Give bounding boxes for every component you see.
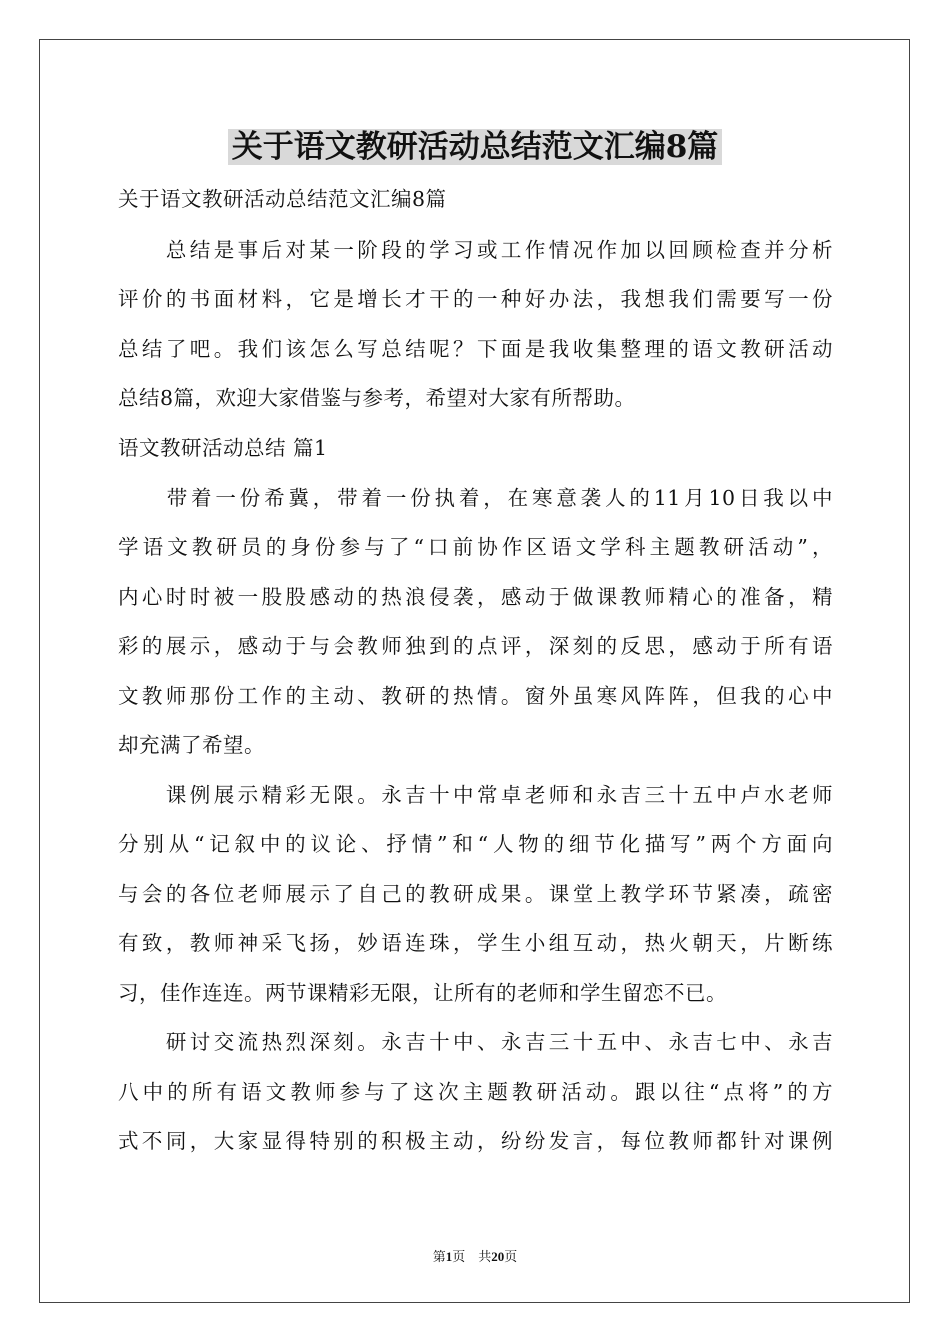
paragraph-line: 内心时时被一股股感动的热浪侵袭，感动于做课教师精心的准备，精	[118, 585, 833, 609]
page-current: 1	[445, 1249, 453, 1264]
paragraph-line: 八中的所有语文教师参与了这次主题教研活动。跟以往“点将”的方	[118, 1080, 833, 1104]
paragraph-line: 总结了吧。我们该怎么写总结呢？下面是我收集整理的语文教研活动	[118, 337, 833, 361]
paragraph-line: 习，佳作连连。两节课精彩无限，让所有的老师和学生留恋不已。	[118, 981, 727, 1005]
paragraph-line: 式不同，大家显得特别的积极主动，纷纷发言，每位教师都针对课例	[118, 1129, 833, 1153]
section-heading: 语文教研活动总结 篇1	[118, 436, 328, 460]
document-title-text: 关于语文教研活动总结范文汇编8篇	[228, 129, 723, 165]
subtitle-line: 关于语文教研活动总结范文汇编8篇	[118, 187, 447, 211]
page-footer	[0, 1248, 950, 1266]
page-prefix: 第	[432, 1249, 446, 1264]
paragraph-line: 文教师那份工作的主动、教研的热情。窗外虽寒风阵阵，但我的心中	[118, 684, 833, 708]
paragraph-line: 课例展示精彩无限。永吉十中常卓老师和永吉三十五中卢水老师	[118, 783, 833, 807]
paragraph-line: 学语文教研员的身份参与了“口前协作区语文学科主题教研活动”，	[118, 535, 833, 559]
page-mid: 页 共	[452, 1249, 492, 1264]
paragraph-line: 评价的书面材料，它是增长才干的一种好办法，我想我们需要写一份	[118, 287, 833, 311]
paragraph-line: 分别从“记叙中的议论、抒情”和“人物的细节化描写”两个方面向	[118, 832, 833, 856]
paragraph-line: 有致，教师神采飞扬，妙语连珠，学生小组互动，热火朝天，片断练	[118, 931, 833, 955]
page-border	[39, 39, 910, 1303]
paragraph-line: 总结是事后对某一阶段的学习或工作情况作加以回顾检查并分析	[118, 238, 833, 262]
paragraph-line: 与会的各位老师展示了自己的教研成果。课堂上教学环节紧凑，疏密	[118, 882, 833, 906]
paragraph-line: 彩的展示，感动于与会教师独到的点评，深刻的反思，感动于所有语	[118, 634, 833, 658]
document-title	[0, 126, 950, 168]
paragraph-line: 总结8篇，欢迎大家借鉴与参考，希望对大家有所帮助。	[118, 386, 636, 410]
paragraph-line: 带着一份希冀，带着一份执着，在寒意袭人的11月10日我以中	[118, 486, 833, 510]
paragraph-line: 却充满了希望。	[118, 733, 265, 757]
paragraph-line: 研讨交流热烈深刻。永吉十中、永吉三十五中、永吉七中、永吉	[118, 1030, 833, 1054]
page-suffix: 页	[504, 1249, 518, 1264]
page-total: 20	[491, 1249, 505, 1264]
